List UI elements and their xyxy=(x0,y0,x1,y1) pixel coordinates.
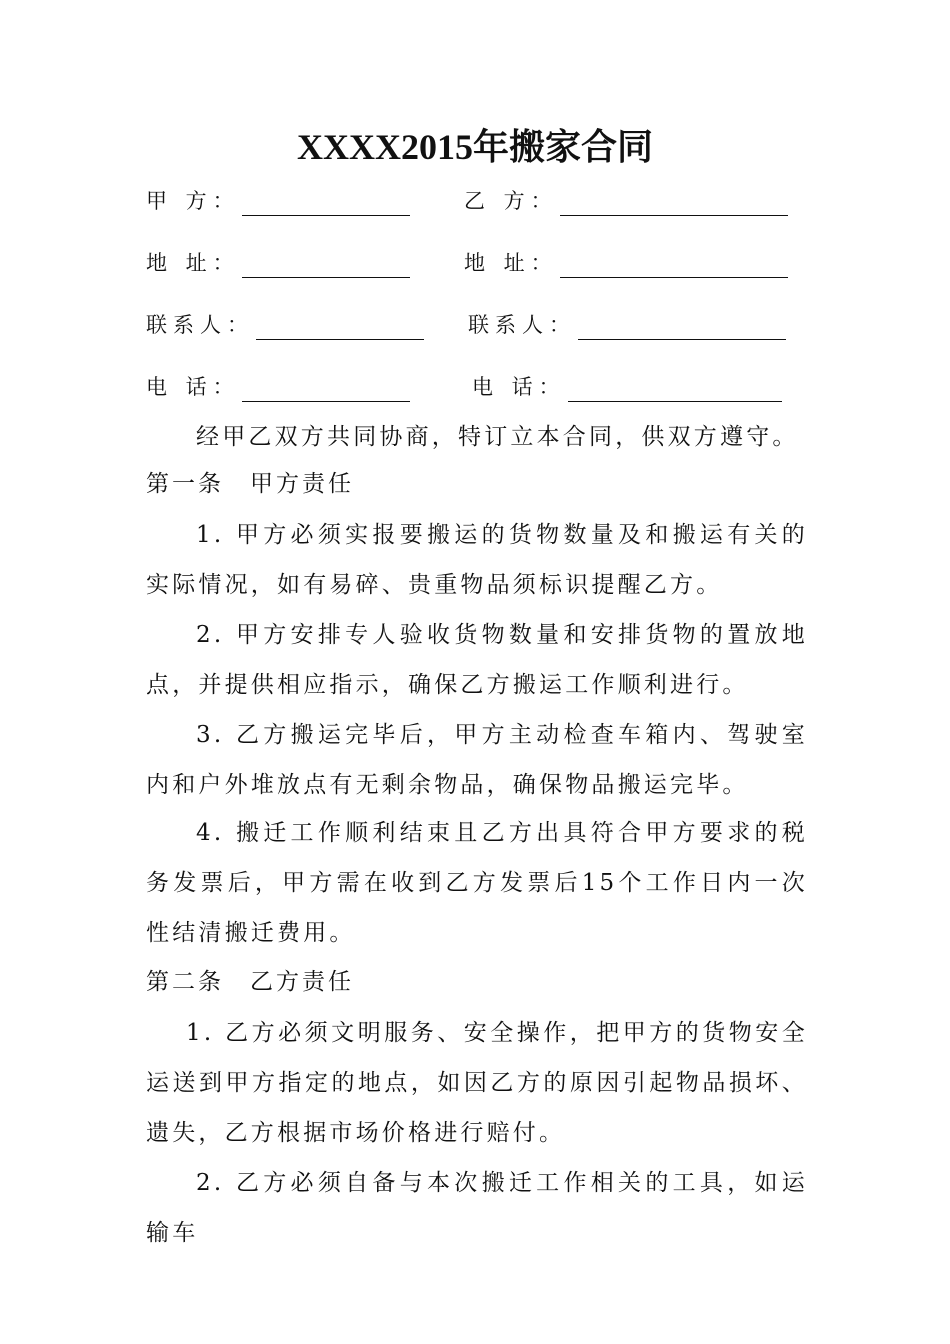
party-b-phone-label: 电 话： xyxy=(472,375,566,399)
party-b-contact-blank xyxy=(578,317,786,340)
party-a-field xyxy=(146,186,410,216)
party-a-phone-field xyxy=(146,372,410,402)
party-b-contact-field xyxy=(468,310,786,340)
party-b-address-field xyxy=(464,248,788,278)
party-b-field xyxy=(464,186,788,216)
party-b-phone-blank xyxy=(568,379,782,402)
party-b-address-label: 地 址： xyxy=(464,251,558,275)
article-2-item-2: 2. 乙方必须自备与本次搬迁工作相关的工具，如运输车 xyxy=(146,1170,808,1246)
party-a-contact-blank xyxy=(256,317,424,340)
party-b-address-blank xyxy=(560,255,788,278)
article-1-item-1: 1. 甲方必须实报要搬运的货物数量及和搬运有关的实际情况，如有易碎、贵重物品须标识提醒乙方。 xyxy=(146,522,808,598)
party-a-contact-label: 联系人： xyxy=(146,313,254,337)
party-a-address-field xyxy=(146,248,410,278)
party-a-contact-field xyxy=(146,310,424,340)
party-a-address-label: 地 址： xyxy=(146,251,240,275)
party-a-blank xyxy=(242,193,410,216)
party-b-phone-field xyxy=(472,372,782,402)
article-1-item-4: 4. 搬迁工作顺利结束且乙方出具符合甲方要求的税务发票后，甲方需在收到乙方发票后15个工作日内一次性结清搬迁费用。 xyxy=(146,820,808,946)
article-2-item-1: 1. 乙方必须文明服务、安全操作，把甲方的货物安全运送到甲方指定的地点，如因乙方的原因引起物品损坏、遗失，乙方根据市场价格进行赔付。 xyxy=(146,1020,808,1146)
party-a-label: 甲 方： xyxy=(146,189,240,213)
article-1-heading: 第一条 甲方责任 xyxy=(146,471,354,497)
party-b-blank xyxy=(560,193,788,216)
intro-paragraph: 经甲乙双方共同协商，特订立本合同，供双方遵守。 xyxy=(196,424,799,450)
article-1-item-3: 3. 乙方搬运完毕后，甲方主动检查车箱内、驾驶室内和户外堆放点有无剩余物品，确保物品搬运完毕。 xyxy=(146,722,808,798)
party-a-phone-blank xyxy=(242,379,410,402)
party-b-label: 乙 方： xyxy=(464,189,558,213)
article-1-item-2: 2. 甲方安排专人验收货物数量和安排货物的置放地点，并提供相应指示，确保乙方搬运工作顺利进行。 xyxy=(146,622,808,698)
party-b-contact-label: 联系人： xyxy=(468,313,576,337)
party-a-phone-label: 电 话： xyxy=(146,375,240,399)
article-2-heading: 第二条 乙方责任 xyxy=(146,969,354,995)
party-a-address-blank xyxy=(242,255,410,278)
contract-title: XXXX2015年搬家合同 xyxy=(297,127,653,167)
